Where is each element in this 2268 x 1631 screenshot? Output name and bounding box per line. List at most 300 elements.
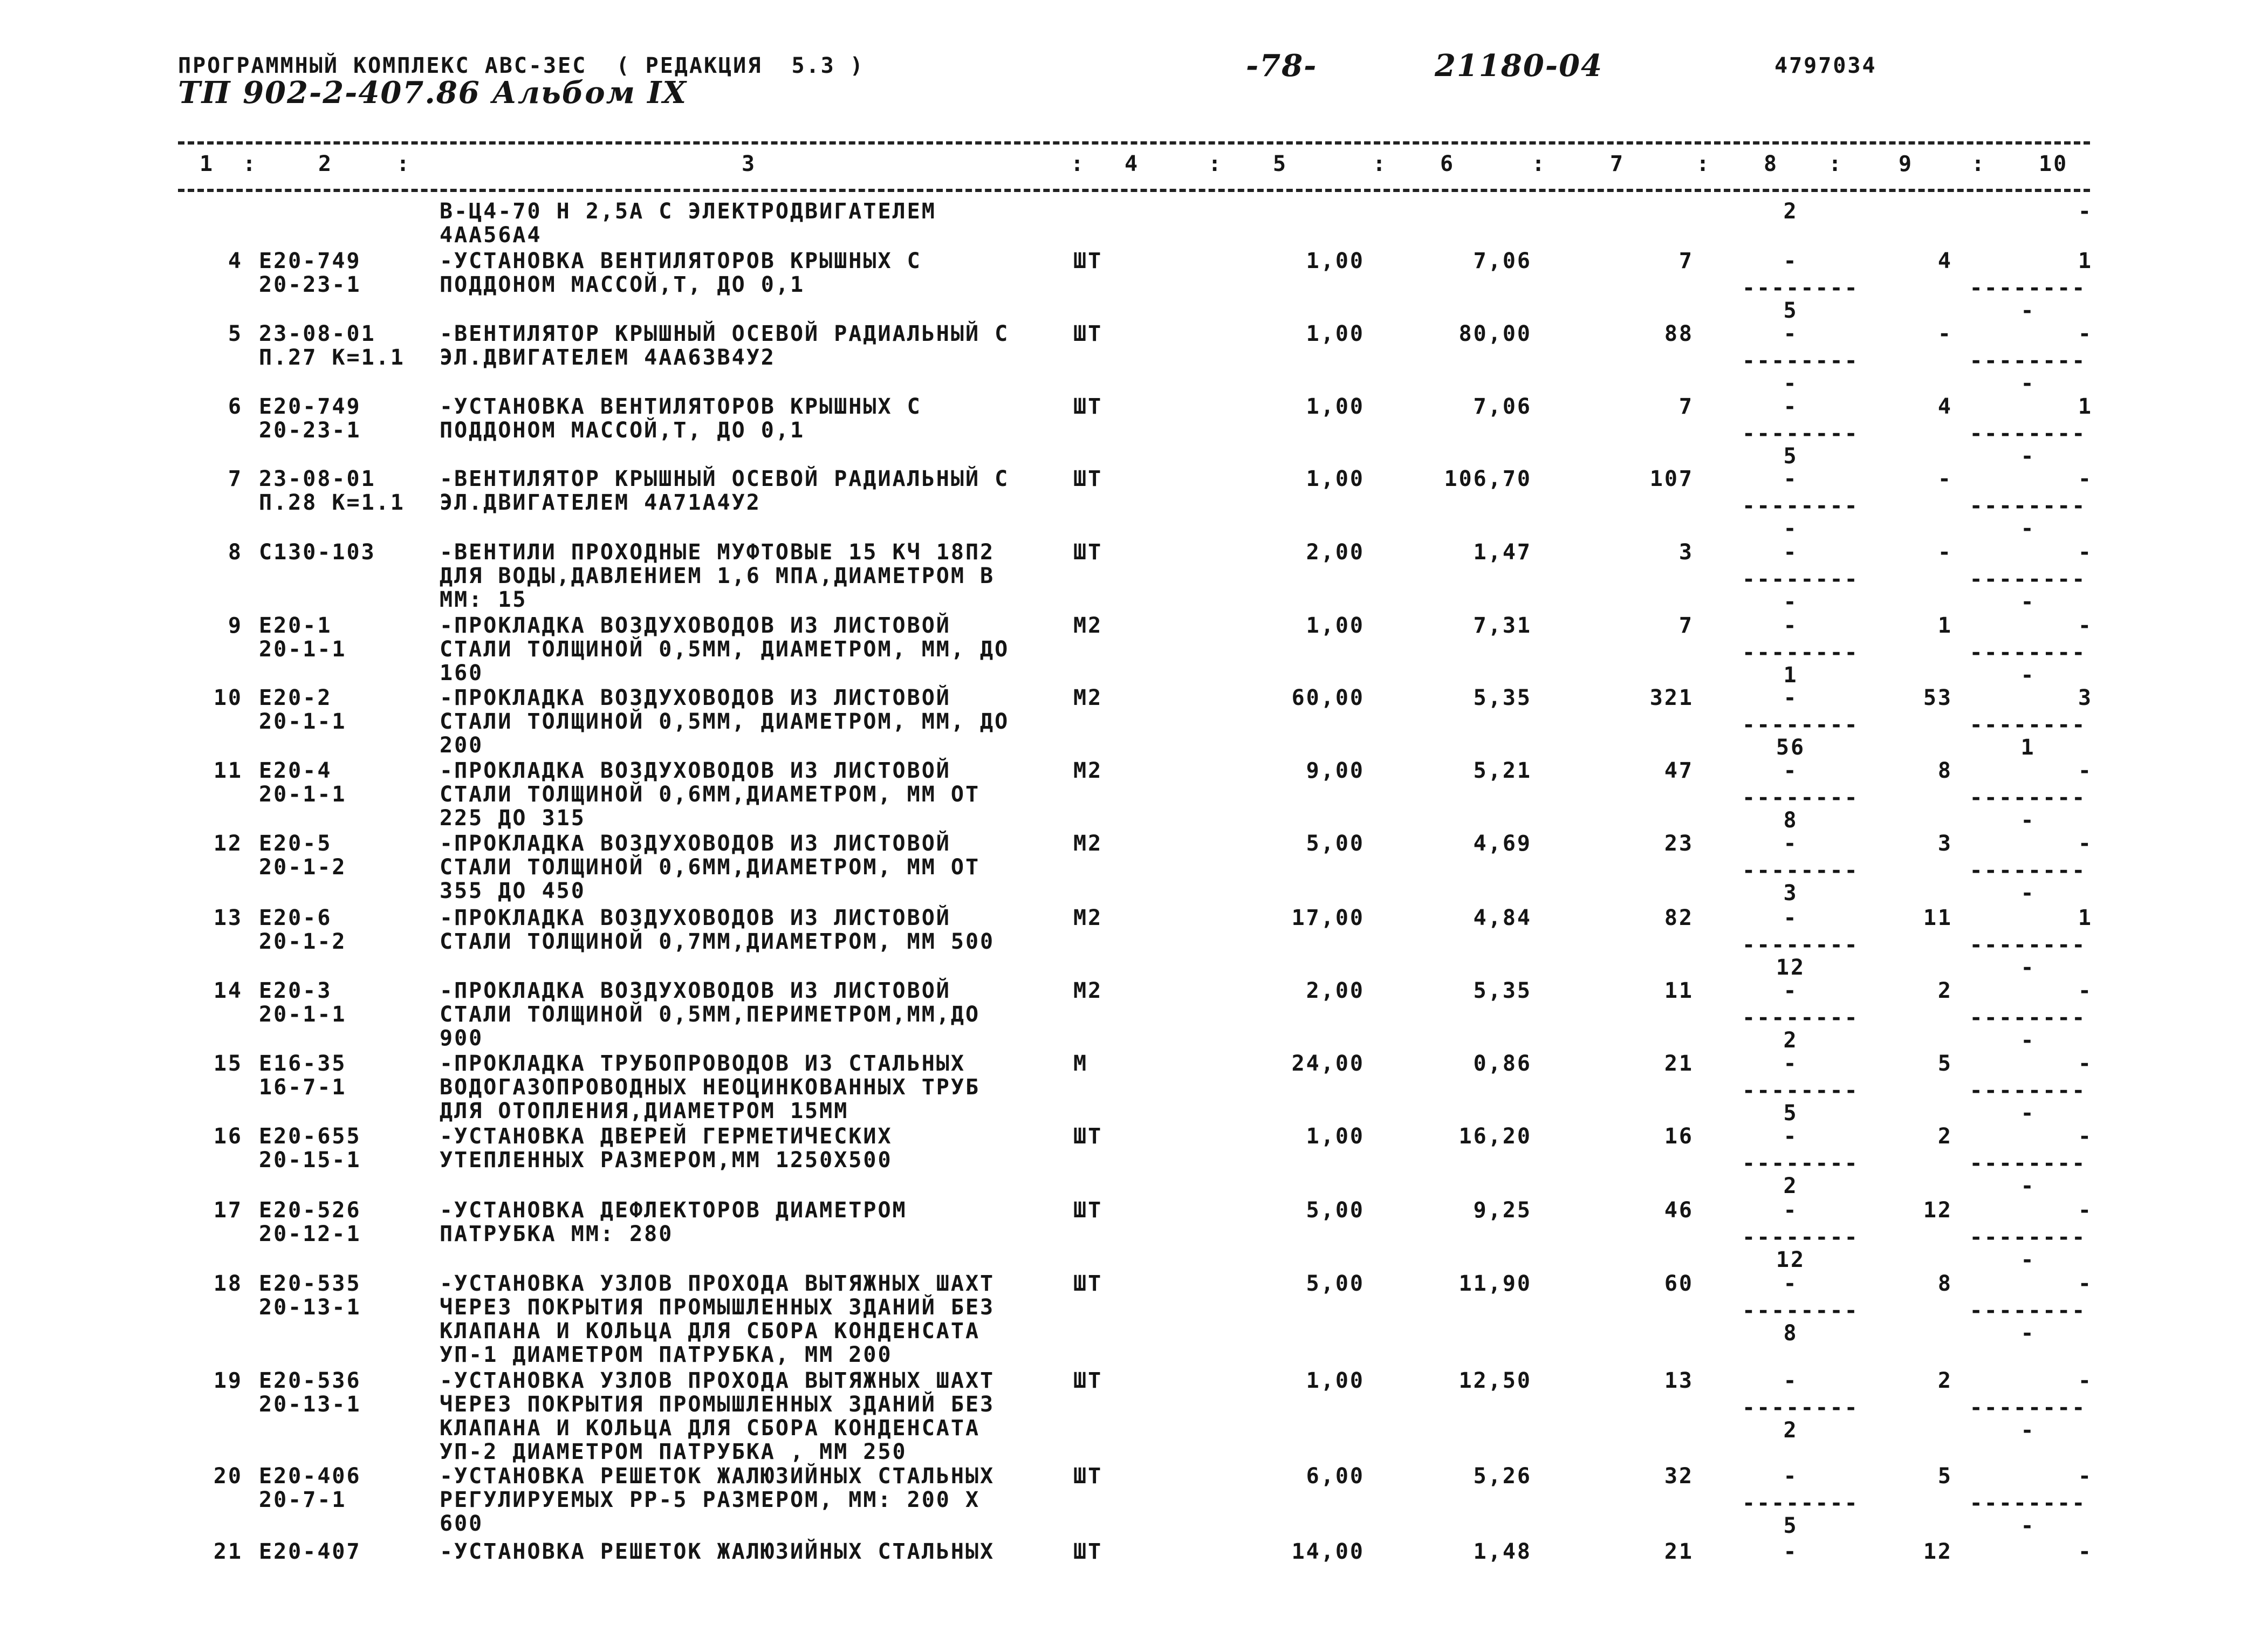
rate-code: Е20-749 bbox=[259, 394, 361, 419]
col10-value: - bbox=[2078, 831, 2093, 856]
work-description: -ПРОКЛАДКА ВОЗДУХОВОДОВ ИЗ ЛИСТОВОЙ bbox=[440, 906, 951, 930]
work-description: -УСТАНОВКА РЕШЕТОК ЖАЛЮЗИЙНЫХ СТАЛЬНЫХ bbox=[440, 1539, 995, 1564]
work-description: ЭЛ.ДВИГАТЕЛЕМ 4А71А4У2 bbox=[440, 490, 761, 515]
total-cost: 321 bbox=[1649, 686, 1694, 710]
work-description: -ПРОКЛАДКА ВОЗДУХОВОДОВ ИЗ ЛИСТОВОЙ bbox=[440, 758, 951, 783]
unit: М2 bbox=[1073, 978, 1103, 1003]
row-number: 10 bbox=[213, 686, 243, 710]
col10-value: - bbox=[2078, 321, 2093, 346]
col8-separator: -------- bbox=[1742, 494, 1859, 518]
col8-value: - bbox=[1783, 1198, 1798, 1223]
col8-separator: -------- bbox=[1742, 1078, 1859, 1103]
unit: ШТ bbox=[1073, 321, 1103, 346]
unit: ШТ bbox=[1073, 467, 1103, 491]
work-description: СТАЛИ ТОЛЩИНОЙ 0,6ММ,ДИАМЕТРОМ, ММ ОТ bbox=[440, 855, 981, 880]
column-separator: : bbox=[243, 152, 258, 176]
col10-below: - bbox=[2020, 881, 2036, 906]
col10-value: 3 bbox=[2078, 686, 2093, 710]
total-cost: 60 bbox=[1664, 1271, 1694, 1296]
rate-code: Е20-407 bbox=[259, 1539, 361, 1564]
work-description: -ВЕНТИЛЯТОР КРЫШНЫЙ ОСЕВОЙ РАДИАЛЬНЫЙ С bbox=[440, 321, 1010, 346]
rate-reference: 20-1-2 bbox=[259, 929, 347, 954]
col10-value: - bbox=[2078, 1051, 2093, 1076]
quantity: 1,00 bbox=[1306, 467, 1365, 491]
col10-below: - bbox=[2020, 444, 2036, 469]
total-cost: 7 bbox=[1678, 613, 1694, 638]
col8-below: 5 bbox=[1783, 298, 1798, 323]
col10-below: - bbox=[2020, 298, 2036, 323]
column-header-2: 2 bbox=[318, 152, 333, 176]
col8-separator: -------- bbox=[1742, 421, 1859, 446]
col10-value: - bbox=[2078, 1464, 2093, 1489]
total-cost: 32 bbox=[1664, 1464, 1694, 1489]
column-separator: : bbox=[1532, 152, 1547, 176]
column-header-8: 8 bbox=[1764, 152, 1779, 176]
rate-reference: 20-7-1 bbox=[259, 1488, 347, 1512]
total-cost: 88 bbox=[1664, 321, 1694, 346]
row-number: 19 bbox=[213, 1368, 243, 1393]
row-number: 20 bbox=[213, 1464, 243, 1489]
col9-value: - bbox=[1937, 321, 1952, 346]
col9-value: 53 bbox=[1923, 686, 1952, 710]
work-description: 160 bbox=[440, 661, 484, 686]
unit: ШТ bbox=[1073, 1464, 1103, 1489]
work-description: -УСТАНОВКА УЗЛОВ ПРОХОДА ВЫТЯЖНЫХ ШАХТ bbox=[440, 1368, 995, 1393]
rate-code: Е20-655 bbox=[259, 1124, 361, 1149]
col9-value: 8 bbox=[1937, 758, 1952, 783]
total-cost: 13 bbox=[1664, 1368, 1694, 1393]
col10-value: - bbox=[2078, 1124, 2093, 1149]
rate-reference: П.28 К=1.1 bbox=[259, 490, 405, 515]
work-description: 200 bbox=[440, 733, 484, 758]
quantity: 6,00 bbox=[1306, 1464, 1365, 1489]
total-cost: 107 bbox=[1649, 467, 1694, 491]
rate-code: 23-08-01 bbox=[259, 467, 376, 491]
col9-value: 1 bbox=[1937, 613, 1952, 638]
total-cost: 21 bbox=[1664, 1539, 1694, 1564]
total-cost: 46 bbox=[1664, 1198, 1694, 1223]
col8-value: 2 bbox=[1783, 199, 1798, 224]
work-description: КЛАПАНА И КОЛЬЦА ДЛЯ СБОРА КОНДЕНСАТА bbox=[440, 1319, 981, 1344]
col10-separator: -------- bbox=[1969, 785, 2087, 810]
col10-below: - bbox=[2020, 1101, 2036, 1126]
unit: М2 bbox=[1073, 758, 1103, 783]
document-number: 21180-04 bbox=[1435, 48, 1603, 84]
work-description: УТЕПЛЕННЫХ РАЗМЕРОМ,ММ 1250Х500 bbox=[440, 1148, 893, 1173]
unit-price: 106,70 bbox=[1444, 467, 1532, 491]
total-cost: 3 bbox=[1678, 540, 1694, 565]
col8-below: 12 bbox=[1776, 955, 1806, 980]
row-number: 9 bbox=[228, 613, 243, 638]
col8-value: - bbox=[1783, 831, 1798, 856]
rate-code: Е20-535 bbox=[259, 1271, 361, 1296]
col10-separator: -------- bbox=[1969, 494, 2087, 518]
work-description: -ВЕНТИЛИ ПРОХОДНЫЕ МУФТОВЫЕ 15 КЧ 18П2 bbox=[440, 540, 995, 565]
col10-value: - bbox=[2078, 467, 2093, 491]
unit-price: 1,48 bbox=[1473, 1539, 1532, 1564]
col8-below: 56 bbox=[1776, 735, 1806, 760]
rate-code: 23-08-01 bbox=[259, 321, 376, 346]
quantity: 5,00 bbox=[1306, 1271, 1365, 1296]
quantity: 60,00 bbox=[1291, 686, 1365, 710]
col10-below: - bbox=[2020, 590, 2036, 614]
col8-value: - bbox=[1783, 1368, 1798, 1393]
quantity: 1,00 bbox=[1306, 321, 1365, 346]
col10-separator: -------- bbox=[1969, 933, 2087, 957]
column-separator: : bbox=[1208, 152, 1223, 176]
work-description: КЛАПАНА И КОЛЬЦА ДЛЯ СБОРА КОНДЕНСАТА bbox=[440, 1416, 981, 1441]
col10-value: - bbox=[2078, 613, 2093, 638]
row-number: 17 bbox=[213, 1198, 243, 1223]
rate-reference: 20-23-1 bbox=[259, 418, 361, 443]
col8-value: - bbox=[1783, 249, 1798, 273]
total-cost: 47 bbox=[1664, 758, 1694, 783]
work-description: 900 bbox=[440, 1026, 484, 1051]
work-description: ДЛЯ ВОДЫ,ДАВЛЕНИЕМ 1,6 МПА,ДИАМЕТРОМ В bbox=[440, 564, 995, 588]
quantity: 9,00 bbox=[1306, 758, 1365, 783]
col10-separator: -------- bbox=[1969, 1298, 2087, 1323]
col8-below: 5 bbox=[1783, 1101, 1798, 1126]
rate-code: Е20-1 bbox=[259, 613, 332, 638]
work-description: -ПРОКЛАДКА ВОЗДУХОВОДОВ ИЗ ЛИСТОВОЙ bbox=[440, 978, 951, 1003]
row-number: 15 bbox=[213, 1051, 243, 1076]
column-header-5: 5 bbox=[1273, 152, 1288, 176]
rate-reference: 20-1-1 bbox=[259, 709, 347, 734]
work-description: УП-2 ДИАМЕТРОМ ПАТРУБКА , ММ 250 bbox=[440, 1440, 907, 1464]
col8-below: 2 bbox=[1783, 1418, 1798, 1443]
col8-value: - bbox=[1783, 906, 1798, 930]
work-description: ПОДДОНОМ МАССОЙ,Т, ДО 0,1 bbox=[440, 418, 805, 443]
col8-value: - bbox=[1783, 1051, 1798, 1076]
total-cost: 23 bbox=[1664, 831, 1694, 856]
row-number: 6 bbox=[228, 394, 243, 419]
unit-price: 7,06 bbox=[1473, 249, 1532, 273]
column-header-3: 3 bbox=[742, 152, 757, 176]
col8-below: - bbox=[1783, 590, 1798, 614]
rate-reference: 16-7-1 bbox=[259, 1075, 347, 1100]
work-description: СТАЛИ ТОЛЩИНОЙ 0,5ММ, ДИАМЕТРОМ, ММ, ДО bbox=[440, 709, 1010, 734]
work-description: -ВЕНТИЛЯТОР КРЫШНЫЙ ОСЕВОЙ РАДИАЛЬНЫЙ С bbox=[440, 467, 1010, 491]
col10-below: - bbox=[2020, 1513, 2036, 1538]
work-description: -ПРОКЛАДКА ВОЗДУХОВОДОВ ИЗ ЛИСТОВОЙ bbox=[440, 613, 951, 638]
unit-price: 5,35 bbox=[1473, 686, 1532, 710]
work-description: СТАЛИ ТОЛЩИНОЙ 0,7ММ,ДИАМЕТРОМ, ММ 500 bbox=[440, 929, 995, 954]
quantity: 5,00 bbox=[1306, 1198, 1365, 1223]
unit-price: 5,26 bbox=[1473, 1464, 1532, 1489]
col9-value: 11 bbox=[1923, 906, 1952, 930]
work-description: -УСТАНОВКА ВЕНТИЛЯТОРОВ КРЫШНЫХ С bbox=[440, 394, 922, 419]
col10-value: - bbox=[2078, 758, 2093, 783]
column-header-10: 10 bbox=[2039, 152, 2068, 176]
rate-reference: 20-13-1 bbox=[259, 1392, 361, 1417]
total-cost: 7 bbox=[1678, 249, 1694, 273]
unit-price: 1,47 bbox=[1473, 540, 1532, 565]
unit: М bbox=[1073, 1051, 1088, 1076]
col8-value: - bbox=[1783, 1539, 1798, 1564]
col10-value: - bbox=[2078, 978, 2093, 1003]
col9-value: 5 bbox=[1937, 1051, 1952, 1076]
rate-reference: 20-1-1 bbox=[259, 782, 347, 807]
rate-code: Е20-3 bbox=[259, 978, 332, 1003]
unit: ШТ bbox=[1073, 1198, 1103, 1223]
col8-value: - bbox=[1783, 540, 1798, 565]
row-number: 16 bbox=[213, 1124, 243, 1149]
rate-code: Е20-6 bbox=[259, 906, 332, 930]
col8-below: 1 bbox=[1783, 663, 1798, 688]
col8-separator: -------- bbox=[1742, 348, 1859, 373]
col10-below: - bbox=[2020, 371, 2036, 396]
col10-below: - bbox=[2020, 663, 2036, 688]
unit: ШТ bbox=[1073, 1271, 1103, 1296]
column-header-9: 9 bbox=[1899, 152, 1914, 176]
work-description: 225 ДО 315 bbox=[440, 806, 586, 831]
unit: М2 bbox=[1073, 831, 1103, 856]
unit: М2 bbox=[1073, 613, 1103, 638]
col9-value: - bbox=[1937, 467, 1952, 491]
unit-price: 16,20 bbox=[1458, 1124, 1532, 1149]
col8-value: - bbox=[1783, 1464, 1798, 1489]
col9-value: 4 bbox=[1937, 249, 1952, 273]
col9-value: - bbox=[1937, 540, 1952, 565]
rate-code: Е20-406 bbox=[259, 1464, 361, 1489]
col9-value: 3 bbox=[1937, 831, 1952, 856]
col8-separator: -------- bbox=[1742, 1395, 1859, 1420]
col10-below: - bbox=[2020, 1418, 2036, 1443]
col10-value: - bbox=[2078, 1198, 2093, 1223]
col8-separator: -------- bbox=[1742, 640, 1859, 665]
row-number: 7 bbox=[228, 467, 243, 491]
work-description: ЭЛ.ДВИГАТЕЛЕМ 4АА63В4У2 bbox=[440, 345, 776, 370]
row-number: 5 bbox=[228, 321, 243, 346]
unit-price: 7,31 bbox=[1473, 613, 1532, 638]
col10-value: - bbox=[2078, 1368, 2093, 1393]
col9-value: 5 bbox=[1937, 1464, 1952, 1489]
quantity: 17,00 bbox=[1291, 906, 1365, 930]
col10-separator: -------- bbox=[1969, 1395, 2087, 1420]
total-cost: 11 bbox=[1664, 978, 1694, 1003]
work-description: ЧЕРЕЗ ПОКРЫТИЯ ПРОМЫШЛЕННЫХ ЗДАНИЙ БЕЗ bbox=[440, 1295, 995, 1320]
col8-value: - bbox=[1783, 467, 1798, 491]
col10-below: - bbox=[2020, 516, 2036, 541]
rate-code: Е20-526 bbox=[259, 1198, 361, 1223]
col9-value: 8 bbox=[1937, 1271, 1952, 1296]
col9-value: 2 bbox=[1937, 978, 1952, 1003]
unit-price: 5,21 bbox=[1473, 758, 1532, 783]
col8-below: 12 bbox=[1776, 1248, 1806, 1272]
work-description: ММ: 15 bbox=[440, 587, 527, 612]
col8-below: - bbox=[1783, 371, 1798, 396]
unit-price: 9,25 bbox=[1473, 1198, 1532, 1223]
col8-separator: -------- bbox=[1742, 933, 1859, 957]
row-number: 14 bbox=[213, 978, 243, 1003]
unit: ШТ bbox=[1073, 1539, 1103, 1564]
quantity: 1,00 bbox=[1306, 613, 1365, 638]
work-description: -ПРОКЛАДКА ВОЗДУХОВОДОВ ИЗ ЛИСТОВОЙ bbox=[440, 831, 951, 856]
col10-value: - bbox=[2078, 1271, 2093, 1296]
unit-price: 4,69 bbox=[1473, 831, 1532, 856]
col10-separator: -------- bbox=[1969, 1078, 2087, 1103]
col10-below: - bbox=[2020, 1321, 2036, 1346]
col8-separator: -------- bbox=[1742, 1298, 1859, 1323]
rate-reference: 20-15-1 bbox=[259, 1148, 361, 1173]
column-separator: : bbox=[1071, 152, 1086, 176]
col8-value: - bbox=[1783, 394, 1798, 419]
work-description: СТАЛИ ТОЛЩИНОЙ 0,6ММ,ДИАМЕТРОМ, ММ ОТ bbox=[440, 782, 981, 807]
unit-price: 7,06 bbox=[1473, 394, 1532, 419]
col8-separator: -------- bbox=[1742, 1491, 1859, 1516]
col8-separator: -------- bbox=[1742, 785, 1859, 810]
work-description: 355 ДО 450 bbox=[440, 879, 586, 903]
col10-below: - bbox=[2020, 1174, 2036, 1198]
col8-separator: -------- bbox=[1742, 567, 1859, 592]
unit: ШТ bbox=[1073, 394, 1103, 419]
row-number: 21 bbox=[213, 1539, 243, 1564]
col8-below: 8 bbox=[1783, 808, 1798, 833]
work-description: -УСТАНОВКА УЗЛОВ ПРОХОДА ВЫТЯЖНЫХ ШАХТ bbox=[440, 1271, 995, 1296]
quantity: 24,00 bbox=[1291, 1051, 1365, 1076]
quantity: 2,00 bbox=[1306, 978, 1365, 1003]
work-description: -УСТАНОВКА ДЕФЛЕКТОРОВ ДИАМЕТРОМ bbox=[440, 1198, 907, 1223]
col10-separator: -------- bbox=[1969, 567, 2087, 592]
work-description: РЕГУЛИРУЕМЫХ РР-5 РАЗМЕРОМ, ММ: 200 Х bbox=[440, 1488, 981, 1512]
rate-code: Е20-749 bbox=[259, 249, 361, 273]
col8-value: - bbox=[1783, 758, 1798, 783]
col8-separator: -------- bbox=[1742, 1005, 1859, 1030]
col8-separator: -------- bbox=[1742, 1225, 1859, 1250]
column-separator: : bbox=[1696, 152, 1711, 176]
col8-value: - bbox=[1783, 1271, 1798, 1296]
table-header-rule bbox=[178, 189, 2090, 192]
work-description: ПОДДОНОМ МАССОЙ,Т, ДО 0,1 bbox=[440, 272, 805, 297]
unit-price: 80,00 bbox=[1458, 321, 1532, 346]
rate-code: Е20-5 bbox=[259, 831, 332, 856]
work-description: УП-1 ДИАМЕТРОМ ПАТРУБКА, ММ 200 bbox=[440, 1342, 893, 1367]
unit-price: 4,84 bbox=[1473, 906, 1532, 930]
col8-separator: -------- bbox=[1742, 276, 1859, 300]
col9-value: 2 bbox=[1937, 1124, 1952, 1149]
column-header-1: 1 bbox=[200, 152, 215, 176]
column-header-4: 4 bbox=[1125, 152, 1140, 176]
quantity: 1,00 bbox=[1306, 249, 1365, 273]
col10-separator: -------- bbox=[1969, 276, 2087, 300]
album-reference: ТП 902-2-407.86 Альбом IX bbox=[178, 75, 687, 111]
col10-below: - bbox=[2020, 1028, 2036, 1053]
col8-below: 2 bbox=[1783, 1028, 1798, 1053]
col8-below: 5 bbox=[1783, 1513, 1798, 1538]
quantity: 5,00 bbox=[1306, 831, 1365, 856]
row-number: 13 bbox=[213, 906, 243, 930]
col8-below: - bbox=[1783, 516, 1798, 541]
quantity: 1,00 bbox=[1306, 394, 1365, 419]
work-description: ПАТРУБКА ММ: 280 bbox=[440, 1222, 674, 1246]
row-number: 4 bbox=[228, 249, 243, 273]
work-description: -УСТАНОВКА ДВЕРЕЙ ГЕРМЕТИЧЕСКИХ bbox=[440, 1124, 893, 1149]
unit: М2 bbox=[1073, 906, 1103, 930]
rate-reference: 20-1-1 bbox=[259, 1002, 347, 1027]
column-header-6: 6 bbox=[1440, 152, 1455, 176]
col8-below: 3 bbox=[1783, 881, 1798, 906]
rate-reference: 20-23-1 bbox=[259, 272, 361, 297]
col8-below: 2 bbox=[1783, 1174, 1798, 1198]
col10-value: - bbox=[2078, 1539, 2093, 1564]
col9-value: 12 bbox=[1923, 1198, 1952, 1223]
column-header-7: 7 bbox=[1610, 152, 1625, 176]
row-number: 12 bbox=[213, 831, 243, 856]
col10-separator: -------- bbox=[1969, 712, 2087, 737]
col8-value: - bbox=[1783, 978, 1798, 1003]
work-description: -УСТАНОВКА РЕШЕТОК ЖАЛЮЗИЙНЫХ СТАЛЬНЫХ bbox=[440, 1464, 995, 1489]
rate-reference: 20-1-2 bbox=[259, 855, 347, 880]
table-top-rule bbox=[178, 141, 2090, 145]
unit: ШТ bbox=[1073, 540, 1103, 565]
work-description: -ПРОКЛАДКА ТРУБОПРОВОДОВ ИЗ СТАЛЬНЫХ bbox=[440, 1051, 965, 1076]
column-separator: : bbox=[1373, 152, 1388, 176]
work-description: -ПРОКЛАДКА ВОЗДУХОВОДОВ ИЗ ЛИСТОВОЙ bbox=[440, 686, 951, 710]
total-cost: 16 bbox=[1664, 1124, 1694, 1149]
col8-separator: -------- bbox=[1742, 1151, 1859, 1176]
total-cost: 82 bbox=[1664, 906, 1694, 930]
column-separator: : bbox=[1971, 152, 1986, 176]
row-number: 11 bbox=[213, 758, 243, 783]
col8-value: - bbox=[1783, 1124, 1798, 1149]
col10-separator: -------- bbox=[1969, 640, 2087, 665]
work-description: СТАЛИ ТОЛЩИНОЙ 0,5ММ,ПЕРИМЕТРОМ,ММ,ДО bbox=[440, 1002, 981, 1027]
col10-value: 1 bbox=[2078, 249, 2093, 273]
col9-value: 12 bbox=[1923, 1539, 1952, 1564]
col10-below: - bbox=[2020, 808, 2036, 833]
work-description: -УСТАНОВКА ВЕНТИЛЯТОРОВ КРЫШНЫХ С bbox=[440, 249, 922, 273]
unit: ШТ bbox=[1073, 249, 1103, 273]
work-description: ДЛЯ ОТОПЛЕНИЯ,ДИАМЕТРОМ 15ММ bbox=[440, 1099, 849, 1123]
page-number: -78- bbox=[1246, 48, 1318, 84]
col8-value: - bbox=[1783, 686, 1798, 710]
total-cost: 21 bbox=[1664, 1051, 1694, 1076]
col8-below: 8 bbox=[1783, 1321, 1798, 1346]
col10-separator: -------- bbox=[1969, 858, 2087, 883]
work-description: В-Ц4-70 Н 2,5А С ЭЛЕКТРОДВИГАТЕЛЕМ bbox=[440, 199, 936, 224]
rate-reference: 20-12-1 bbox=[259, 1222, 361, 1246]
col8-separator: -------- bbox=[1742, 858, 1859, 883]
program-header: ПРОГРАММНЫЙ КОМПЛЕКС АВС-3ЕС ( РЕДАКЦИЯ 5.3 ) bbox=[178, 53, 865, 78]
col10-value: 1 bbox=[2078, 394, 2093, 419]
col9-value: 4 bbox=[1937, 394, 1952, 419]
quantity: 14,00 bbox=[1291, 1539, 1365, 1564]
quantity: 1,00 bbox=[1306, 1368, 1365, 1393]
col8-below: 5 bbox=[1783, 444, 1798, 469]
rate-code: С130-103 bbox=[259, 540, 376, 565]
col10-below: - bbox=[2020, 1248, 2036, 1272]
document-code: 4797034 bbox=[1774, 53, 1877, 78]
rate-reference: 20-13-1 bbox=[259, 1295, 361, 1320]
work-description: 4АА56А4 bbox=[440, 223, 542, 248]
col10-separator: -------- bbox=[1969, 1491, 2087, 1516]
work-description: 600 bbox=[440, 1511, 484, 1536]
col10-below: 1 bbox=[2020, 735, 2036, 760]
col10-value: - bbox=[2078, 199, 2093, 224]
col10-separator: -------- bbox=[1969, 1151, 2087, 1176]
unit-price: 5,35 bbox=[1473, 978, 1532, 1003]
rate-code: Е20-4 bbox=[259, 758, 332, 783]
col8-separator: -------- bbox=[1742, 712, 1859, 737]
col10-separator: -------- bbox=[1969, 348, 2087, 373]
rate-code: Е20-536 bbox=[259, 1368, 361, 1393]
col8-value: - bbox=[1783, 613, 1798, 638]
work-description: ВОДОГАЗОПРОВОДНЫХ НЕОЦИНКОВАННЫХ ТРУБ bbox=[440, 1075, 981, 1100]
col10-value: - bbox=[2078, 540, 2093, 565]
quantity: 2,00 bbox=[1306, 540, 1365, 565]
rate-code: Е20-2 bbox=[259, 686, 332, 710]
work-description: СТАЛИ ТОЛЩИНОЙ 0,5ММ, ДИАМЕТРОМ, ММ, ДО bbox=[440, 637, 1010, 662]
